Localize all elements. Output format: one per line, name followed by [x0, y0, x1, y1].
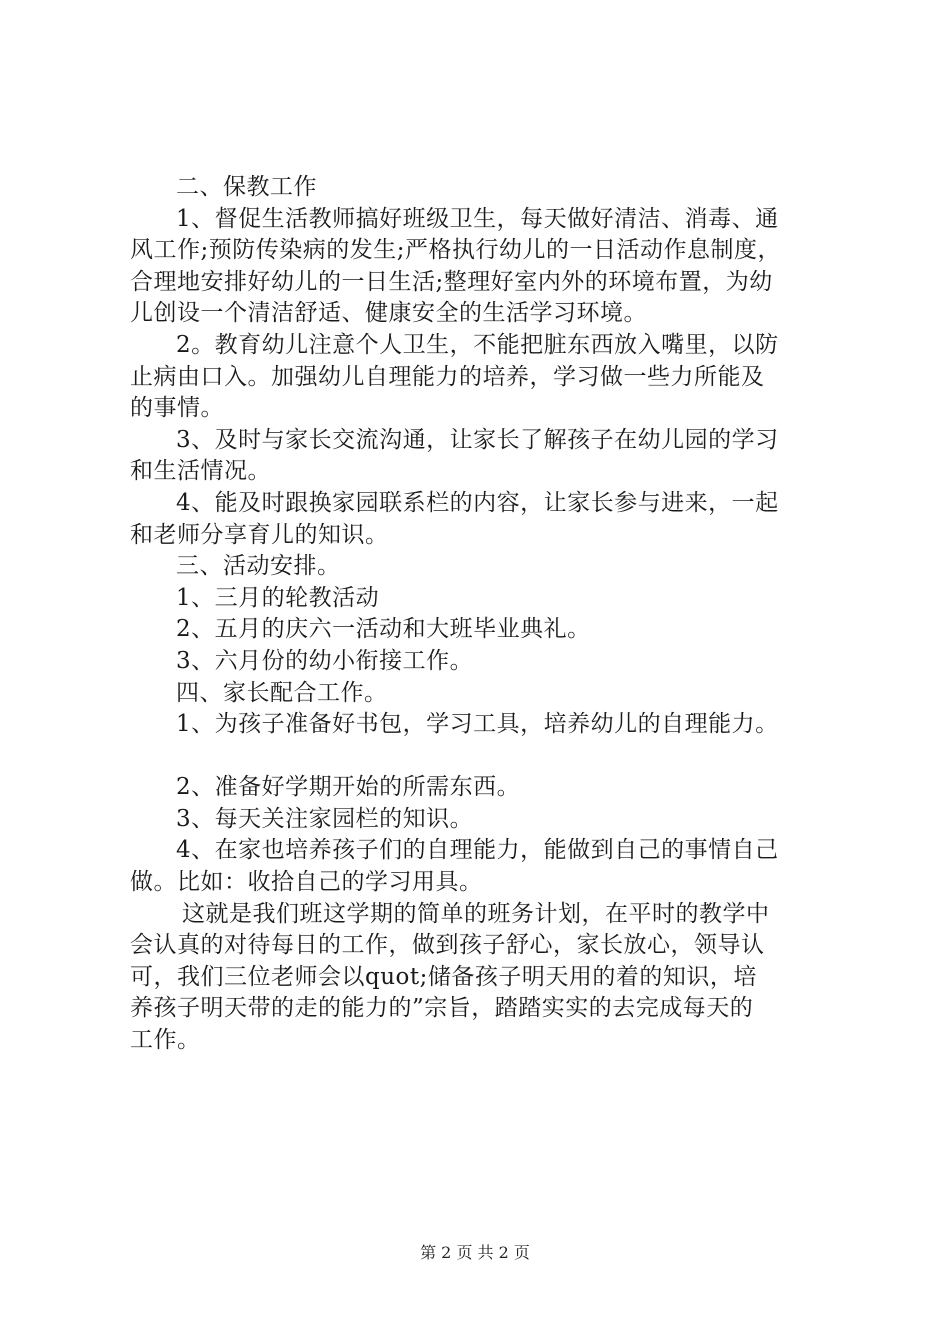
- list-item: 1、三月的轮教活动: [176, 584, 380, 611]
- list-item: 4、在家也培养孩子们的自理能力，能做到自己的事情自己: [176, 837, 779, 864]
- paragraph-line: 做。比如：收拾自己的学习用具。: [130, 869, 483, 896]
- list-item: 2、五月的庆六一活动和大班毕业典礼。: [176, 616, 591, 643]
- closing-paragraph-line: 这就是我们班这学期的简单的班务计划，在平时的教学中: [182, 900, 770, 927]
- paragraph-line: 4、能及时跟换家园联系栏的内容，让家长参与进来，一起: [176, 489, 779, 516]
- section-heading-activities: 三、活动安排。: [176, 553, 341, 580]
- closing-paragraph-line: 会认真的对待每日的工作，做到孩子舒心，家长放心，领导认: [130, 932, 765, 959]
- paragraph-line: 风工作;预防传染病的发生;严格执行幼儿的一日活动作息制度，: [130, 237, 781, 264]
- page-number-footer: 第 2 页 共 2 页: [420, 1243, 530, 1262]
- document-body: [130, 172, 840, 1057]
- paragraph-line: 2。教育幼儿注意个人卫生，不能把脏东西放入嘴里，以防: [176, 331, 779, 358]
- paragraph-line: 和老师分享育儿的知识。: [130, 521, 389, 548]
- paragraph-line: 儿创设一个清洁舒适、健康安全的生活学习环境。: [130, 300, 647, 327]
- paragraph-line: 的事情。: [130, 395, 224, 422]
- list-item: 3、六月份的幼小衔接工作。: [176, 647, 474, 674]
- closing-paragraph-line: 可，我们三位老师会以quot;储备孩子明天用的着的知识，培: [130, 963, 757, 990]
- paragraph-line: 和生活情况。: [130, 458, 271, 485]
- list-item: 2、准备好学期开始的所需东西。: [176, 774, 521, 801]
- paragraph-line: 合理地安排好幼儿的一日生活;整理好室内外的环境布置，为幼: [130, 268, 773, 295]
- list-item: 1、为孩子准备好书包，学习工具，培养幼儿的自理能力。: [176, 711, 779, 738]
- list-item: 3、每天关注家园栏的知识。: [176, 805, 474, 832]
- paragraph-line: 止病由口入。加强幼儿自理能力的培养，学习做一些力所能及: [130, 363, 765, 390]
- section-heading-parent-cooperation: 四、家长配合工作。: [176, 679, 388, 706]
- paragraph-line: 1、督促生活教师搞好班级卫生，每天做好清洁、消毒、通: [176, 205, 779, 232]
- closing-paragraph-line: 工作。: [130, 1027, 201, 1054]
- closing-paragraph-line: 养孩子明天带的走的能力的”宗旨，踏踏实实的去完成每天的: [130, 995, 754, 1022]
- blank-line: [130, 741, 840, 773]
- section-heading-care-education: 二、保教工作: [176, 174, 317, 200]
- paragraph-line: 3、及时与家长交流沟通，让家长了解孩子在幼儿园的学习: [176, 426, 779, 453]
